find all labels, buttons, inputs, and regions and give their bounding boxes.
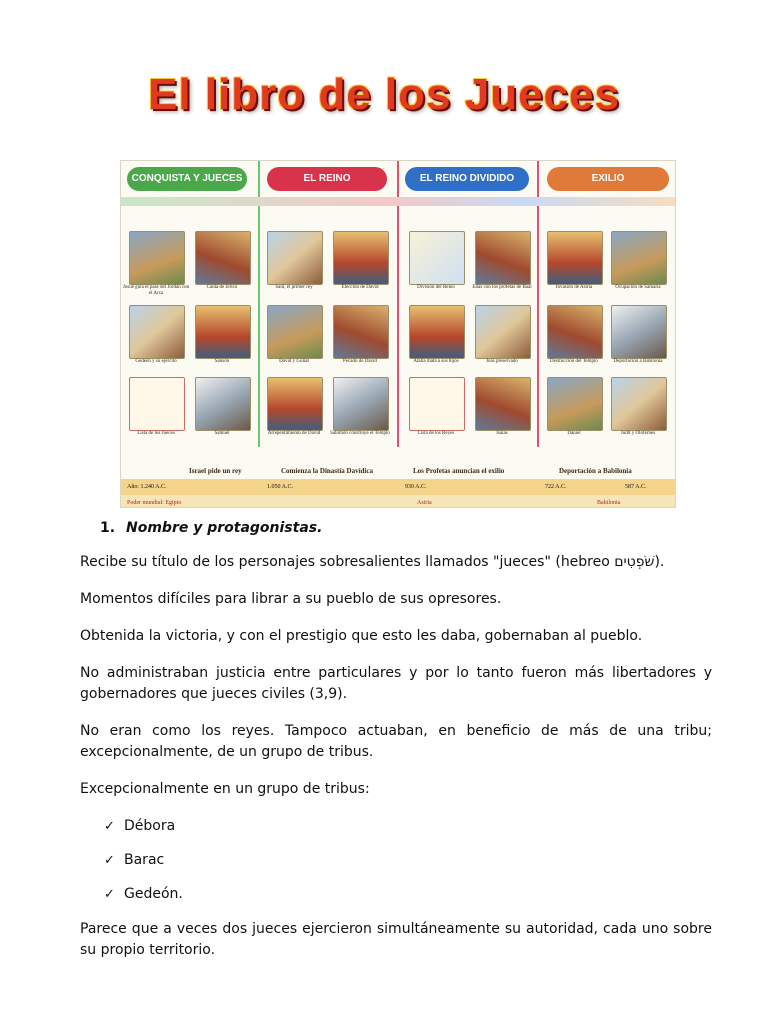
caption: David y Goliat [279, 359, 309, 364]
scene-image [547, 377, 603, 431]
caption: Ocupación de Samaria [615, 285, 661, 290]
year-label: 587 A.C. [625, 484, 647, 490]
scene-image [195, 305, 251, 359]
year-bar [121, 479, 676, 495]
list-item-text: Débora [124, 818, 176, 834]
map-image [409, 231, 465, 285]
timeline-label: Los Profetas anuncian el exilio [413, 467, 505, 475]
page-title: El libro de los Jueces [148, 70, 620, 119]
paragraph: Recibe su título de los personajes sobresalientes llamados "jueces" (hebreo שֹׁפְטִים). [80, 554, 665, 570]
caption: Saúl, el primer rey [275, 285, 313, 290]
judges-list [80, 816, 712, 905]
caption: Caída de Jericó [206, 285, 238, 290]
paragraph: Momentos difíciles para librar a su pueblo de sus opresores. [80, 591, 502, 607]
power-label: Poder mundial: Egipto [127, 500, 182, 506]
band-reino-dividido: EL REINO DIVIDIDO [405, 167, 529, 191]
caption: Samuel [214, 431, 230, 436]
power-label: Asiria [417, 500, 432, 506]
caption: Elección de David [341, 285, 379, 290]
paragraph: No eran como los reyes. Tampoco actuaban, en beneficio de más de una tribu; excepcionalmente, de un grupo de tribus. [80, 723, 712, 760]
paragraph: Excepcionalmente en un grupo de tribus: [80, 781, 370, 797]
scene-image [611, 377, 667, 431]
caption: Sansón [214, 359, 230, 364]
check-icon: ✓ [104, 887, 115, 902]
scene-image [195, 377, 251, 431]
timeline-label: Israel pide un rey [189, 467, 242, 475]
list-item-text: Barac [124, 852, 165, 868]
section-heading [100, 520, 712, 536]
caption: Arrepentimiento de David [267, 431, 321, 436]
caption: Lista de los Reyes [417, 431, 455, 436]
timeline-label: Comienza la Dinastía Davídica [281, 467, 373, 475]
caption: Judit y Olofernes [620, 431, 656, 436]
list-image [409, 377, 465, 431]
caption: Pecado de David [343, 359, 377, 364]
scene-image [611, 305, 667, 359]
band-exilio: EXILIO [547, 167, 669, 191]
paragraph: No administraban justicia entre particulares y por lo tanto fueron más libertadores y gobernadores que jueces civiles (3,9). [80, 665, 712, 702]
scene-image [267, 305, 323, 359]
scene-image [333, 377, 389, 431]
band-conquista: CONQUISTA Y JUECES [127, 167, 247, 191]
caption: Invasión de Asiria [555, 285, 593, 290]
year-label: 722 A.C. [545, 484, 567, 490]
year-label: Año: 1.240 A.C. [127, 484, 167, 490]
scene-image [129, 231, 185, 285]
scene-image [547, 231, 603, 285]
caption: Elías con los profetas de Baal [472, 285, 532, 290]
book-strip [121, 197, 676, 206]
scene-image [409, 305, 465, 359]
caption: Atalía mata a sus hijos [413, 359, 459, 364]
caption: Daniel [567, 431, 581, 436]
paragraph: Obtenida la victoria, y con el prestigio que esto les daba, gobernaban al pueblo. [80, 628, 643, 644]
list-image [129, 377, 185, 431]
document-body [80, 520, 712, 977]
year-label: 1.050 A.C. [267, 484, 294, 490]
scene-image [333, 305, 389, 359]
caption: Destrucción del Templo [550, 359, 598, 364]
list-item [104, 884, 712, 905]
check-icon: ✓ [104, 853, 115, 868]
caption: Joás preservado [486, 359, 518, 364]
caption: Gedeón y su ejército [135, 359, 177, 364]
caption: Josué guía el pase del Jordán con el Arca [122, 285, 190, 296]
power-label: Babilonia [597, 500, 621, 506]
list-item [104, 850, 712, 871]
scene-image [547, 305, 603, 359]
bible-timeline-chart [120, 160, 676, 508]
section-heading-text: Nombre y protagonistas. [126, 520, 323, 536]
scene-image [267, 377, 323, 431]
year-label: 930 A.C. [405, 484, 427, 490]
timeline-label: Deportación a Babilonia [559, 467, 632, 475]
list-item [104, 816, 712, 837]
scene-image [267, 231, 323, 285]
scene-image [129, 305, 185, 359]
section-number: 1. [100, 520, 116, 536]
power-bar [121, 495, 676, 508]
caption: Isaías [496, 431, 508, 436]
check-icon: ✓ [104, 819, 115, 834]
caption: Salomón construye el Templo [330, 431, 390, 436]
scene-image [611, 231, 667, 285]
scene-image [475, 305, 531, 359]
scene-image [475, 231, 531, 285]
caption: División del Reino [417, 285, 455, 290]
caption: Deportación a Babilonia [613, 359, 663, 364]
paragraph: Parece que a veces dos jueces ejercieron simultáneamente su autoridad, cada uno sobre su propio territorio. [80, 921, 712, 958]
list-item-text: Gedeón. [124, 886, 183, 902]
scene-image [475, 377, 531, 431]
band-reino: EL REINO [267, 167, 387, 191]
caption: Lista de los Jueces [137, 431, 175, 436]
scene-image [333, 231, 389, 285]
scene-image [195, 231, 251, 285]
